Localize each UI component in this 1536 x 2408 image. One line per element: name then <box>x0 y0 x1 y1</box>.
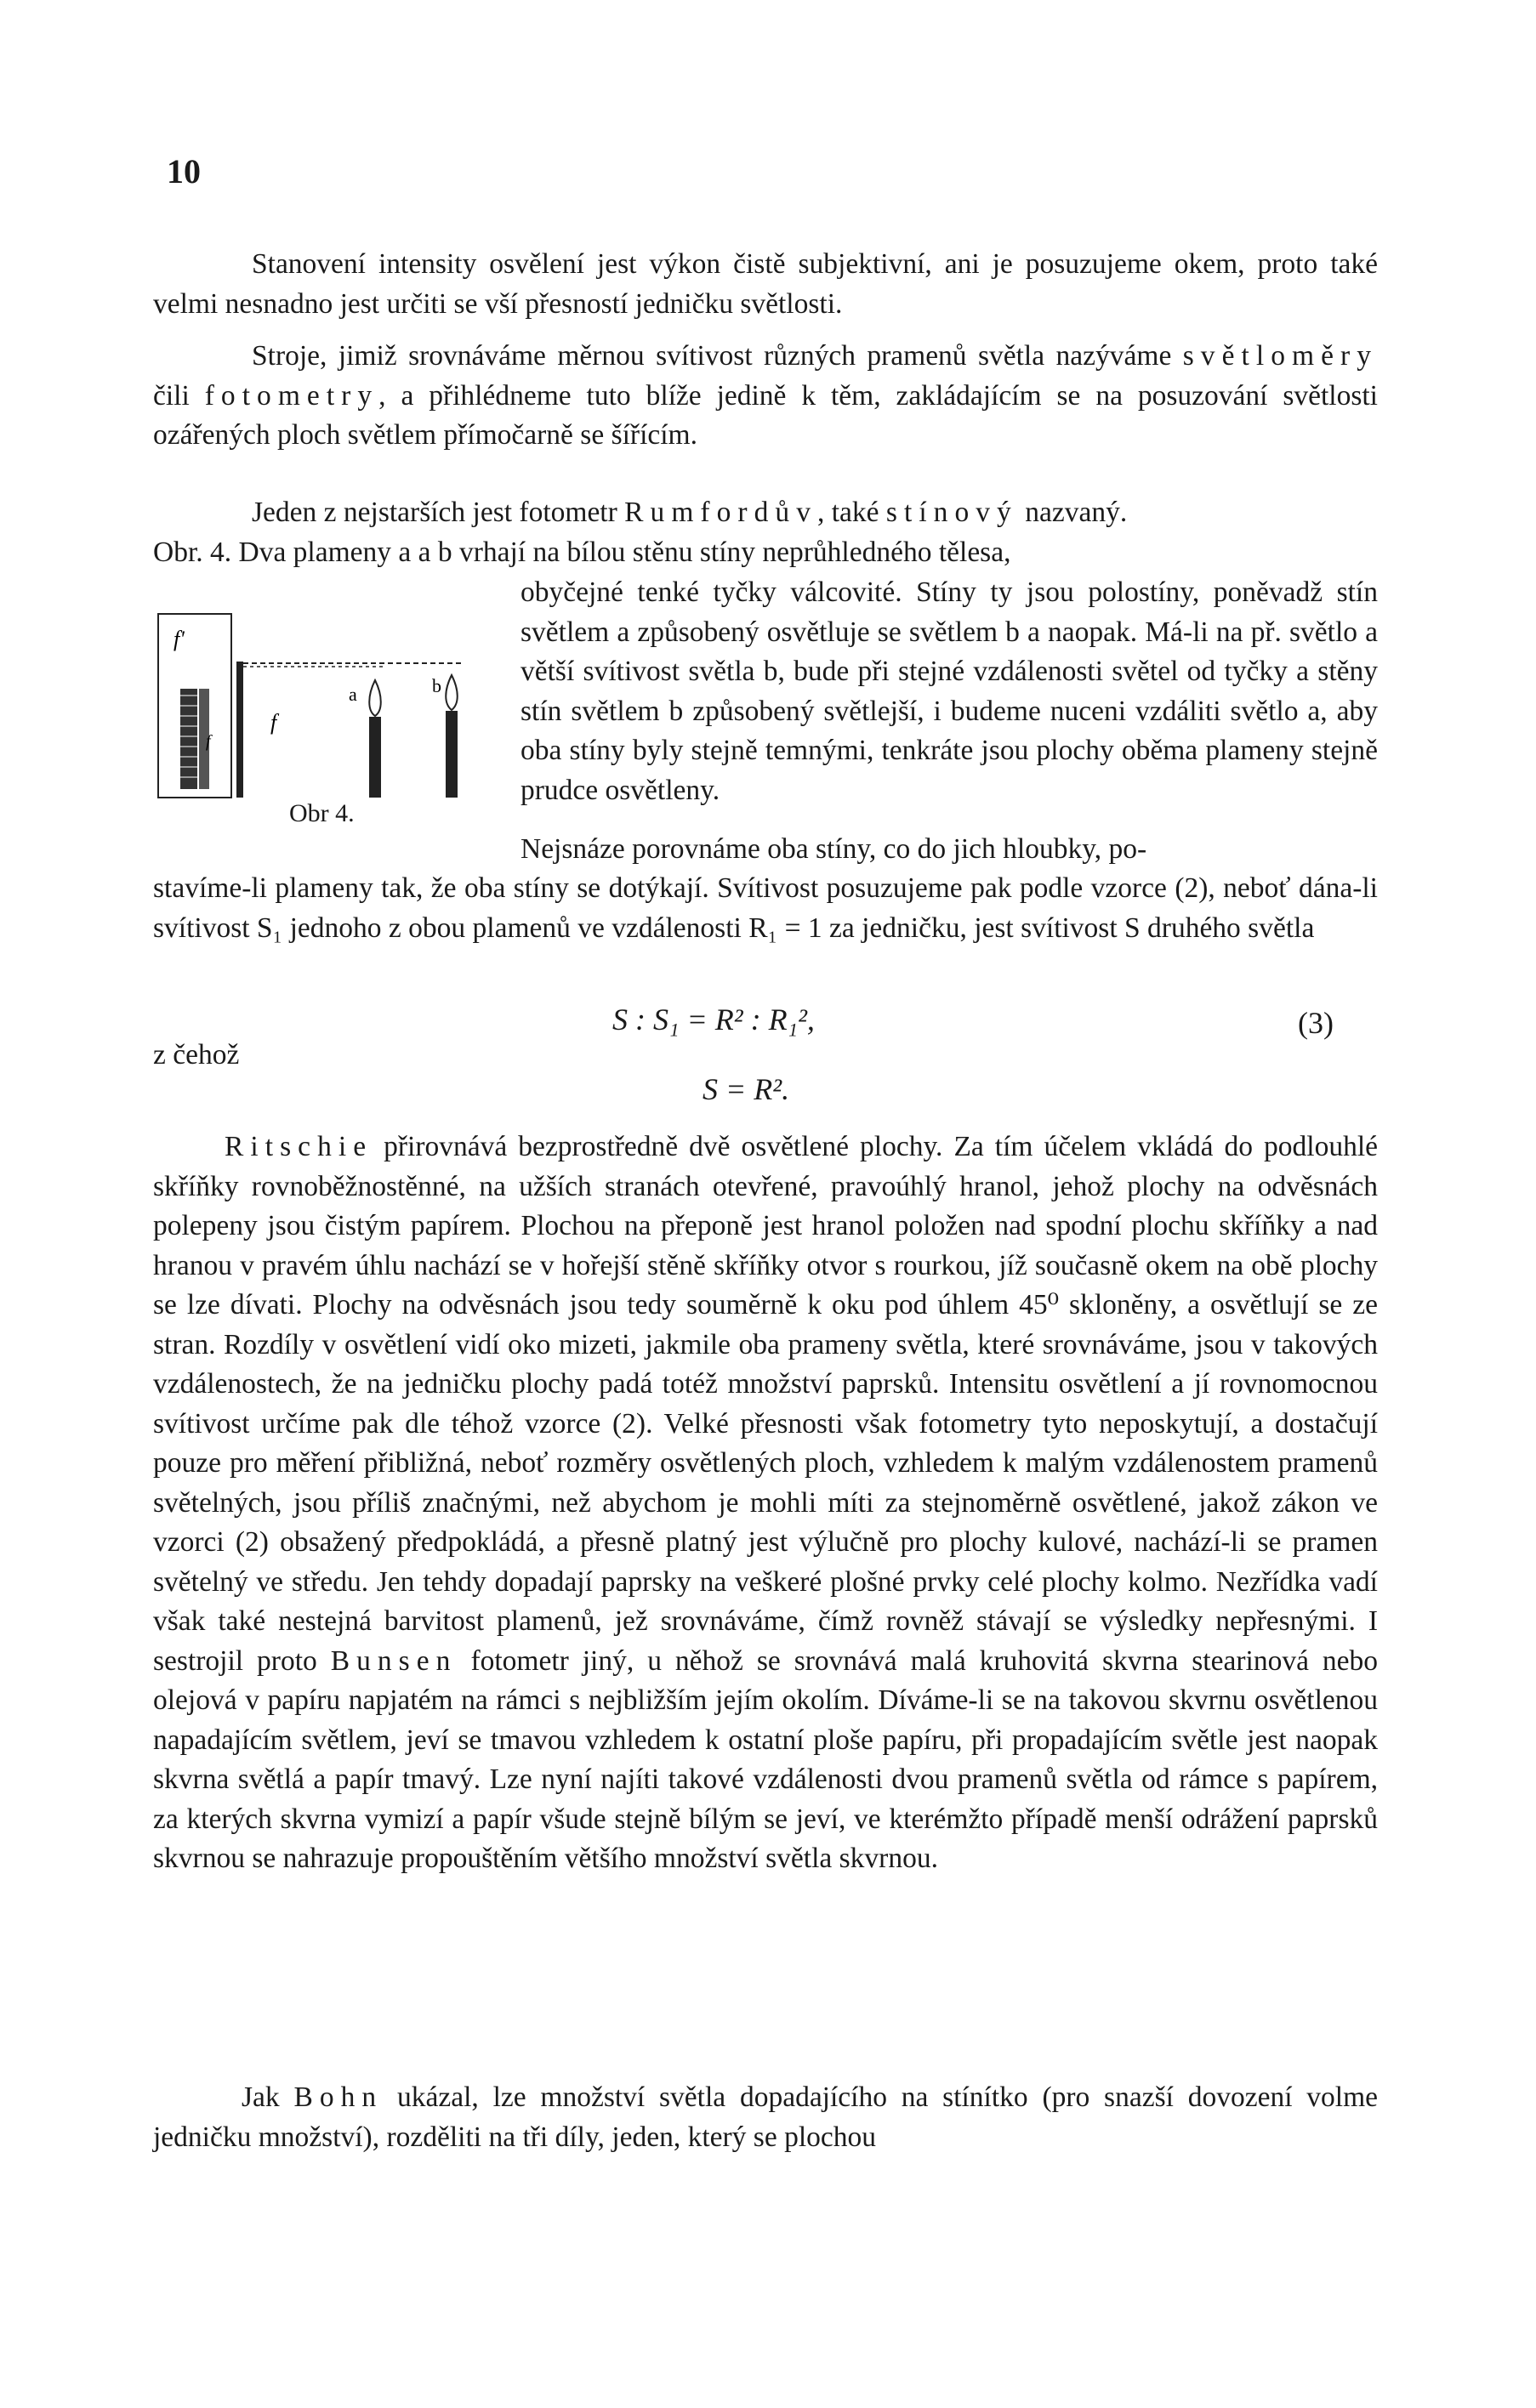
figure-shadows <box>180 689 209 789</box>
paragraph-3-wrapped-last <box>521 830 1378 870</box>
paragraph-3-text-c: nazvaný. <box>1025 497 1128 528</box>
paragraph-3-rest <box>153 869 1378 948</box>
text-z-cehoz: z čehož <box>153 1039 240 1071</box>
figure-fotometr <box>155 611 486 832</box>
term-fotometry: fotometry <box>204 379 379 412</box>
paragraph-2-text-a: Stroje, jimiž srovnáváme měrnou svítivost různých pramenů světla nazýváme <box>252 340 1172 372</box>
paragraph-3-text-a: Jeden z nejstarších jest fotometr <box>252 497 617 528</box>
paragraph-5-text-b: ukázal, lze množství světla dopadajícího na stínítko (pro snazší dovození volme jedničku množství), rozděliti na tři díly, jeden, který se plochou <box>153 2081 1379 2153</box>
figure-label-f-prime: f' <box>174 627 185 651</box>
paragraph-4 <box>153 1127 1378 1879</box>
name-bunsen: Bunsen <box>330 1644 458 1677</box>
paragraph-3-wrapped-text: obyčejné tenké tyčky válcovité. Stíny ty jsou polostíny, poněvadž stín světlem a způsobený osvětluje se světlem b a naopak. Má-li na př. světlo a větší svítivost světla b, bude při stejné vzdálenosti světel od tyčky a stěny stín světlem b způsobený světlejší, i budeme nuceni vzdáliti světlo a, aby oba stíny byly stejně temnými, tenkráte jsou plochy oběma plameny stejně prudce osvětleny. <box>521 576 1378 806</box>
figure-caption: Obr 4. <box>289 799 355 827</box>
paragraph-2 <box>153 337 1378 456</box>
paragraph-1 <box>153 245 1378 324</box>
paragraph-4-text-b: fotometr jiný, u něhož se srovnává malá kruhovitá skvrna stearinová nebo olejová v papíru napjatém na rámci s nejbližším jejím okolím. Díváme-li se na takovou skvrnu osvětlenou napadajícím světlem, jeví se tmavou vzhledem k ostatní ploše papíru, při propadajícím světle jest naopak skvrna světlá a papír tmavý. Lze nyní najíti takové vzdálenosti dvou pramenů světla od rámce s papírem, za kterých skvrna vymizí a papír všude stejně bílým se jeví, ve kterémžto případě menší odrážení paprsků skvrnou se nahrazuje propouštěním většího množství světla skvrnou. <box>153 1644 1379 1874</box>
figure-label-f-small: f <box>206 732 211 751</box>
figure-flame-a <box>369 680 381 716</box>
paragraph-3-text-b: , také <box>816 497 879 528</box>
paragraph-3-rest-text: stavíme-li plameny tak, že oba stíny se dotýkají. Svítivost posuzujeme pak podle vzorce (2), neboť dána-li svítivost S₁ jednoho z obou plamenů ve vzdálenosti R₁ = 1 za jedničku, jest svítivost S druhého světla <box>153 872 1378 944</box>
name-bohn: Bohn <box>293 2081 384 2113</box>
equation-3: S : S₁ = R² : R₁², <box>612 1002 815 1036</box>
paragraph-5-text-a: Jak <box>242 2081 280 2113</box>
paragraph-3-wrapped <box>521 573 1378 810</box>
name-rumford: Rumfordův <box>624 497 817 528</box>
term-svetlomery: světloměry <box>1182 340 1378 372</box>
figure-label-b: b <box>432 675 441 696</box>
name-ritschie: Ritschie <box>225 1131 373 1162</box>
equation-3-number: (3) <box>1298 1006 1334 1040</box>
figure-candle-b <box>446 711 458 798</box>
figure-label-a: a <box>349 684 357 705</box>
paragraph-3-line2 <box>153 533 1378 573</box>
paragraph-3-line2-text: Obr. 4. Dva plameny a a b vrhají na bílou stěnu stíny neprůhledného tělesa, <box>153 537 1011 568</box>
paragraph-3-wrapped-last-text: Nejsnáze porovnáme oba stíny, co do jich hloubky, po- <box>521 833 1147 865</box>
figure-candle-a <box>369 717 381 798</box>
figure-label-f: f <box>270 710 277 735</box>
paragraph-2-text-b: čili <box>153 379 190 412</box>
page-number: 10 <box>167 152 201 190</box>
paragraph-2-text-c: , a přihlédneme tuto blíže jedině k těm, zakládajícím se na posuzování světlosti ozářených ploch světlem přímočarně se šířícím. <box>153 379 1378 451</box>
term-stinovy: stínový <box>885 497 1018 528</box>
paragraph-4-text-a: přirovnává bezprostředně dvě osvětlené plochy. Za tím účelem vkládá do podlouhlé skříňky rovnoběžnostěnné, na užších stranách otevřené, pravoúhlý hranol, jehož plochy na odvěsnách polepeny jsou čistým papírem. Plochou na přeponě jest hranol položen nad spodní plochu skříňky a nad hranou v pravém úhlu nachází se v hořejší stěně skříňky otvor s rourkou, jíž současně okem na obě plochy se lze dívati. Plochy na odvěsnách jsou tedy souměrně k oku pod úhlem 45⁰ skloněny, a osvětlují se ze stran. Rozdíly v osvětlení vidí oko mizeti, jakmile oba prameny světla, které srovnáváme, jsou v takových vzdálenostech, že na jedničku plochy padá totéž množství paprsků. Intensitu osvětlení a jí rovnomocnou svítivost určíme pak dle téhož vzorce (2). Velké přesnosti však fotometry tyto neposkytují, a dostačují pouze pro měření přibližná, neboť rozměry osvětlených ploch, vzhledem k malým vzdálenostem pramenů světelných, jsou příliš značnými, než abychom je mohli míti za stejnoměrně osvětlené, jakož zákon ve vzorci (2) obsažený předpokládá, a přesně platný jest výlučně pro plochy kulové, nachází-li se pramen světelný ve středu. Jen tehdy dopadají paprsky na veškeré plošné prvky celé plochy kolmo. Nezřídka vadí však také nestejná barvitost plamenů, jež srovnáváme, čímž rovněž stávají se výsledky nepřesnými. I sestrojil proto <box>153 1131 1378 1677</box>
figure-flame-b <box>446 675 458 710</box>
equation-result: S = R². <box>703 1072 790 1106</box>
paragraph-5 <box>153 2078 1378 2157</box>
figure-rod <box>236 662 243 798</box>
paragraph-1-text: Stanovení intensity osvělení jest výkon čistě subjektivní, ani je posuzujeme okem, proto také velmi nesnadno jest určiti se vší přesností jedničku světlosti. <box>153 248 1378 320</box>
paragraph-3-head <box>153 493 1378 533</box>
